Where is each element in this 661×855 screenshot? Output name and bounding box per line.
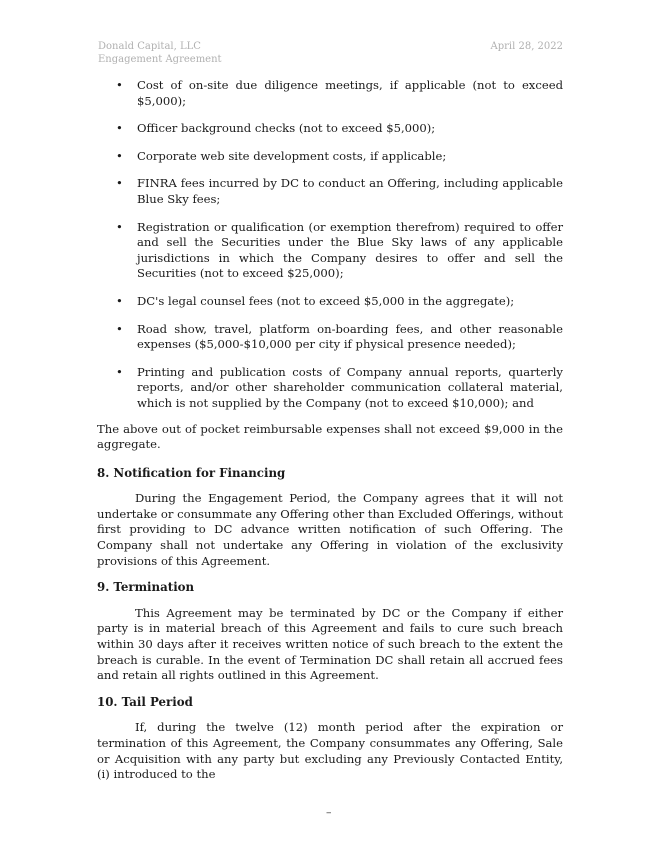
list-item: • Printing and publication costs of Company annual reports, quarterly reports, and/or other shareholder communication collateral material, which is not supplied by the Company (not to exceed $10,000); and xyxy=(116,364,563,410)
list-item: • DC's legal counsel fees (not to exceed $5,000 in the aggregate); xyxy=(116,293,515,308)
bullet-icon: • xyxy=(116,176,123,191)
bullet-icon: • xyxy=(116,219,123,234)
section-heading: 10. Tail Period xyxy=(97,694,193,709)
bullet-icon: • xyxy=(116,121,123,136)
aggregate-note: The above out of pocket reimbursable expenses shall not exceed $9,000 in the aggregate. xyxy=(97,421,563,452)
section-heading: 9. Termination xyxy=(97,580,195,595)
section-paragraph: If, during the twelve (12) month period after the expiration or termination of this Agreement, the Company consummates any Offering, Sale or Acquisition with any party but excluding any Previously Contacted Entity, (i) introduced to the xyxy=(97,720,563,782)
section-termination xyxy=(97,580,563,684)
bullet-icon: • xyxy=(116,78,123,92)
document-date: April 28, 2022 xyxy=(490,41,563,52)
section-paragraph: During the Engagement Period, the Company agrees that it will not undertake or consummate any Offering other than Excluded Offerings, without first providing to DC advance written notification of such Offering. The Company shall not undertake any Offering in violation of the exclusivity provisions of this Agreement. xyxy=(97,491,563,568)
page-number-marker: – xyxy=(326,806,332,819)
section-paragraph: This Agreement may be terminated by DC or the Company if either party is in material breach of this Agreement and fails to cure such breach within 30 days after it receives written notice of such breach to the extent the breach is curable. In the event of Termination DC shall retain all accrued fees and retain all rights outlined in this Agreement. xyxy=(97,605,563,683)
section-tail-period xyxy=(97,695,563,783)
list-item: • Cost of on-site due diligence meetings, if applicable (not to exceed $5,000); xyxy=(116,78,563,108)
list-item: • Officer background checks (not to exceed $5,000); xyxy=(116,121,436,136)
company-name: Donald Capital, LLC xyxy=(98,41,201,52)
section-notification-for-financing xyxy=(97,466,563,570)
document-body xyxy=(97,78,563,794)
bullet-icon: • xyxy=(116,148,123,163)
bullet-icon: • xyxy=(116,321,123,336)
section-heading: 8. Notification for Financing xyxy=(97,465,286,480)
document-header-left xyxy=(98,40,222,66)
list-item: • FINRA fees incurred by DC to conduct an Offering, including applicable Blue Sky fees; xyxy=(116,176,563,206)
list-item: • Corporate web site development costs, if applicable; xyxy=(116,148,447,163)
list-item: • Registration or qualification (or exemption therefrom) required to offer and sell the Securities under the Blue Sky laws of any applicable jurisdictions in which the Company desires to offer and sell the Securities (not to exceed $25,000); xyxy=(116,219,563,281)
bullet-icon: • xyxy=(116,364,123,379)
expense-list xyxy=(97,78,563,412)
list-item: • Road show, travel, platform on-boarding fees, and other reasonable expenses ($5,000-$10,000 per city if physical presence needed); xyxy=(116,321,563,352)
document-title: Engagement Agreement xyxy=(98,54,222,65)
bullet-icon: • xyxy=(116,293,123,308)
